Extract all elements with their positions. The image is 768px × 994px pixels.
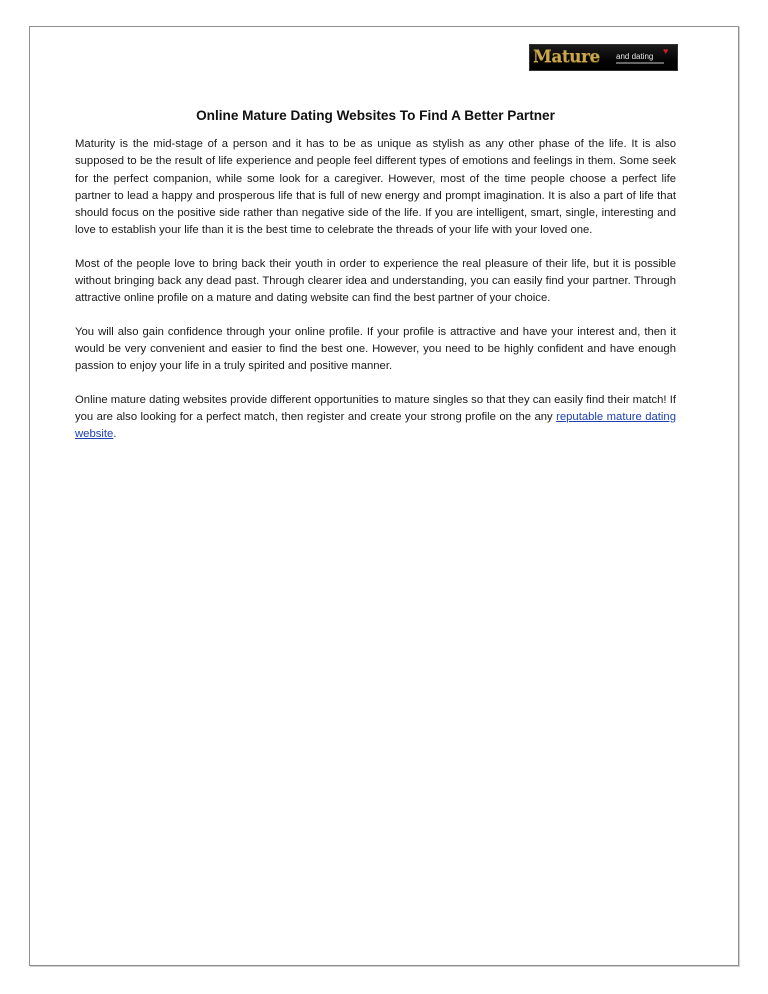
paragraph-4-end: . [113,428,117,441]
paragraph-4 [75,392,676,444]
logo-main-text: Mature [533,47,600,67]
document-body [75,136,676,459]
paragraph-4-text: Online mature dating websites provide different opportunities to mature singles so that they can easily find their match! If you are also looking for a perfect match, then register and create your strong profile on the any [75,393,676,423]
paragraph-3: You will also gain confidence through your online profile. If your profile is attractive and have your interest and, then it would be very convenient and easier to find the best one. However, you need to be highly confident and have enough passion to enjoy your life in a truly spirited and positive manner. [75,325,676,373]
reputable-dating-website-link[interactable]: reputable mature dating website [75,410,677,441]
logo-sub-text: and dating [616,52,654,61]
mature-and-dating-logo [529,44,678,71]
logo-tagline-bar [616,62,664,64]
heart-icon: ♥ [663,46,669,56]
paragraph-2: Most of the people love to bring back their youth in order to experience the real pleasure of their life, but it is possible without bringing back any dead past. Through clearer idea and understanding, you can easily find your partner. Through attractive online profile on a mature and dating website can find the best partner of your choice. [75,257,676,305]
paragraph-1: Maturity is the mid-stage of a person and it has to be as unique as stylish as any other phase of the life. It is also supposed to be the result of life experience and people feel different types of emotions and feelings in them. Some seek for the perfect companion, while some look for a caregiver. However, most of the time people choose a perfect life partner to lead a happy and prosperous life that is full of new energy and prompt imagination. It is also a part of life that should focus on the positive side rather than negative side of the life. If you are intelligent, smart, single, interesting and love to establish your life than it is the best time to celebrate the threads of your life with your loved one. [75,138,676,237]
document-title: Online Mature Dating Websites To Find A Better Partner [196,108,555,123]
